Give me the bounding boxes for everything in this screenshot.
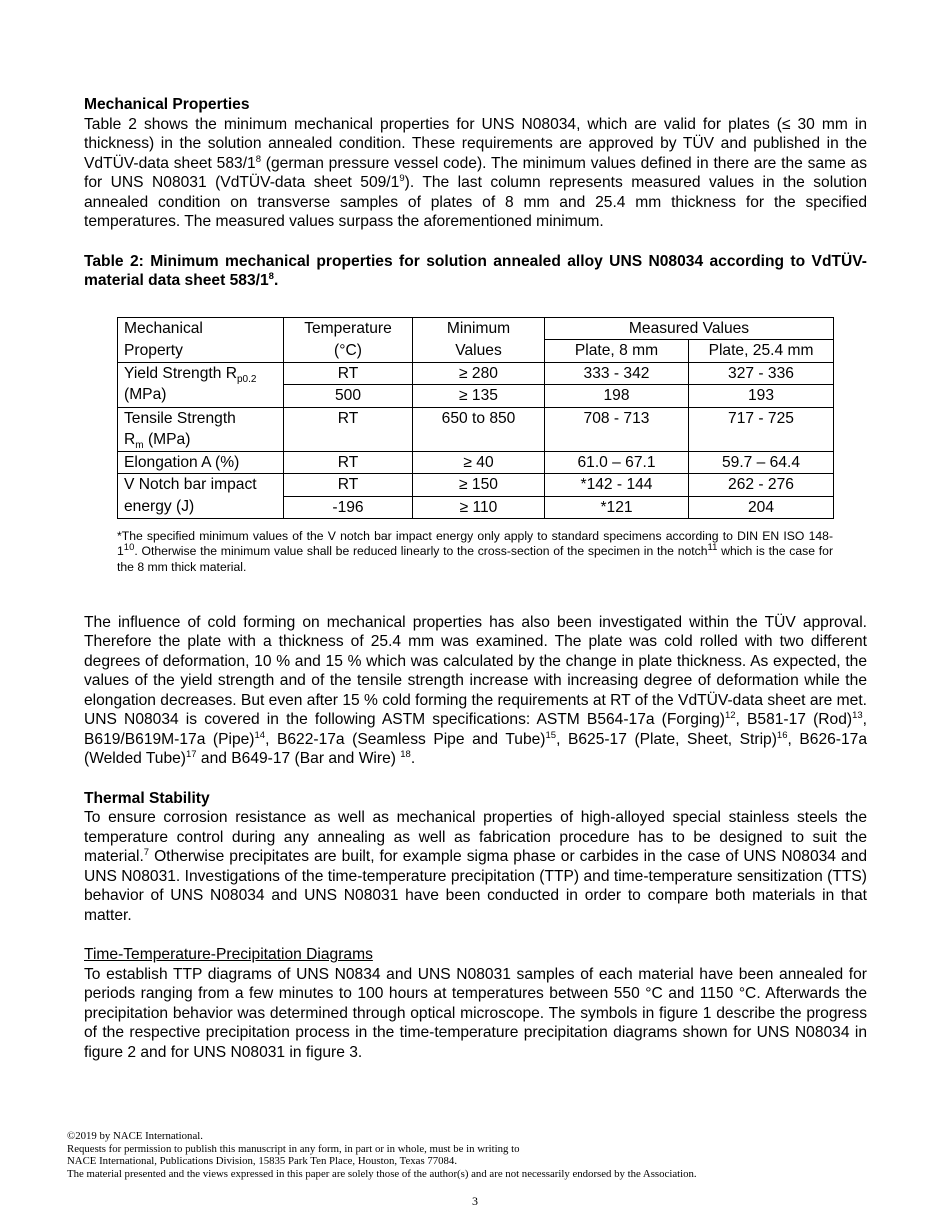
table-cell: ≥ 135 bbox=[413, 385, 545, 408]
subsection-heading-ttp-diagrams: Time-Temperature-Precipitation Diagrams bbox=[84, 946, 373, 964]
table-cell: RT bbox=[284, 362, 413, 385]
paragraph-ttp-diagrams: To establish TTP diagrams of UNS N0834 and UNS N08031 samples of each material have been annealed for periods ranging from a few minutes to 100 hours at temperatures between 550 °C and 1150 °C. Afterwards the precipitation behavior was determined through optical microscope. The symbols in figure 1 describe the progress of the respective precipitation process in the time-temperature precipitation diagrams shown for UNS N08034 in figure 2 and for UNS N08031 in figure 3. bbox=[84, 965, 867, 1061]
table-row bbox=[118, 451, 834, 474]
footer-line: ©2019 by NACE International. bbox=[67, 1130, 203, 1142]
header-property: Property bbox=[118, 340, 284, 363]
header-plate-8mm: Plate, 8 mm bbox=[545, 340, 689, 363]
table-header-row bbox=[118, 340, 834, 363]
row-label-elongation: Elongation A (%) bbox=[118, 451, 284, 474]
table-cell: 708 - 713 bbox=[545, 407, 689, 451]
footer-line: The material presented and the views expressed in this paper are solely those of the author(s) and are not necessarily endorsed by the Association. bbox=[67, 1167, 697, 1180]
reference-superscript: 9 bbox=[399, 172, 405, 184]
table-cell: 198 bbox=[545, 385, 689, 408]
table-footnote: *The specified minimum values of the V notch bar impact energy only apply to standard specimens according to DIN EN ISO $148-1^{10}$. Otherwise the minimum value shall be reduced linearly to the cross-section of the specimen in the notch$^{11}$ which is the case for the 8 mm thick material. bbox=[117, 529, 833, 574]
copyright-footer bbox=[67, 1130, 887, 1180]
table-cell: ≥ 280 bbox=[413, 362, 545, 385]
table-cell: RT bbox=[284, 451, 413, 474]
paragraph-thermal-stability: To ensure corrosion resistance as well as mechanical properties of high-alloyed special stainless steels the temperature control during any annealing as well as fabrication procedure has to be designed to suit the material.$^7$ Otherwise precipitates are built, for example sigma phase or carbides in the case of UNS N08034 and UNS N08031. Investigations of the time-temperature precipitation (TTP) and time-temperature sensitization (TTS) behavior of UNS N08034 and UNS N08031 have been conducted in order to compare both materials in that matter. bbox=[84, 809, 867, 924]
table-cell: *121 bbox=[545, 496, 689, 519]
row-label-yield-strength: Yield Strength $R_{p0.2}$ (MPa) bbox=[118, 362, 284, 407]
row-label-tensile-strength: Tensile Strength $R_m$ (MPa) bbox=[118, 407, 284, 451]
table-cell: ≥ 110 bbox=[413, 496, 545, 519]
table-cell: 327 - 336 bbox=[689, 362, 834, 385]
footer-line: Requests for permission to publish this manuscript in any form, in part or in whole, must be in writing to bbox=[67, 1142, 520, 1155]
reference-superscript: 7 bbox=[143, 847, 150, 859]
table-cell: 193 bbox=[689, 385, 834, 408]
paragraph-cold-forming: The influence of cold forming on mechanical properties has also been investigated within the TÜV approval. Therefore the plate with a thickness of 25.4 mm was examined. The plate was cold rolled with two different degrees of deformation, 10 % and 15 % which was calculated by the change in plate thickness. As expected, the values of the yield strength and of the tensile strength increase with increasing degree of deformation while the elongation decreases. But even after 15 % cold forming the requirements at RT of the VdTÜV-data sheet are met. UNS N08034 is covered in the following ASTM specifications: ASTM B564-17a (Forging)$^{12}$, B581-17 (Rod)$^{13}$, B619/B619M-17a (Pipe)$^{14}$, B622-17a (Seamless Pipe and Tube)$^{15}$, B625-17 (Plate, Sheet, Strip)$^{16}$, B626-17a (Welded Tube)$^{17}$ and B649-17 (Bar and Wire) $^{18}$. bbox=[84, 613, 868, 768]
table-cell: -196 bbox=[284, 496, 413, 519]
table-cell: 717 - 725 bbox=[689, 407, 834, 451]
reference-superscript: 10 bbox=[123, 542, 135, 554]
table-cell: 500 bbox=[284, 385, 413, 408]
page-body bbox=[84, 95, 867, 1062]
reference-superscript: 8 bbox=[268, 270, 274, 282]
table-cell: *142 - 144 bbox=[545, 474, 689, 497]
header-minimum: Minimum bbox=[413, 317, 545, 340]
table-cell: RT bbox=[284, 407, 413, 451]
table-cell: RT bbox=[284, 474, 413, 497]
row-label-impact-energy: V Notch bar impact energy (J) bbox=[118, 474, 284, 519]
table-cell: ≥ 150 bbox=[413, 474, 545, 497]
mechanical-properties-table bbox=[117, 317, 834, 520]
table-caption: Table 2: Minimum mechanical properties for solution annealed alloy UNS N08034 according to VdTÜV-material data sheet $583/1^8$. bbox=[84, 252, 867, 289]
paragraph-mechanical-properties: Table 2 shows the minimum mechanical properties for UNS N08034, which are valid for plates (≤ 30 mm in thickness) in the solution annealed condition. These requirements are approved by TÜV and published in the VdTÜV-data sheet $583/1^8$ (german pressure vessel code). The minimum values defined in there are the same as for UNS N08031 (VdTÜV-data sheet $509/1^9$). The last column represents measured values in the solution annealed condition on transverse samples of plates of 8 mm and 25.4 mm thickness for the specified temperatures. The measured values surpass the aforementioned minimum. bbox=[84, 115, 868, 230]
table-row bbox=[118, 407, 834, 451]
table-row bbox=[118, 474, 834, 497]
reference-superscript: 11 bbox=[707, 542, 718, 554]
header-temperature: Temperature bbox=[284, 317, 413, 340]
table-cell: 333 - 342 bbox=[545, 362, 689, 385]
reference-superscript: 8 bbox=[255, 153, 262, 165]
header-values: Values bbox=[413, 340, 545, 363]
table-row bbox=[118, 362, 834, 385]
header-mechanical: Mechanical bbox=[118, 317, 284, 340]
page-number: 3 bbox=[472, 1194, 478, 1208]
header-plate-25mm: Plate, 25.4 mm bbox=[689, 340, 834, 363]
table-cell: ≥ 40 bbox=[413, 451, 545, 474]
table-header-row bbox=[118, 317, 834, 340]
table-cell: 650 to 850 bbox=[413, 407, 545, 451]
header-temperature-unit: (°C) bbox=[284, 340, 413, 363]
table-cell: 61.0 – 67.1 bbox=[545, 451, 689, 474]
footer-line: NACE International, Publications Division, 15835 Park Ten Place, Houston, Texas 77084. bbox=[67, 1155, 458, 1168]
table-cell: 59.7 – 64.4 bbox=[689, 451, 834, 474]
table-cell: 204 bbox=[689, 496, 834, 519]
section-heading-thermal-stability: Thermal Stability bbox=[84, 789, 210, 807]
header-measured-values: Measured Values bbox=[545, 317, 834, 340]
table-container bbox=[117, 317, 833, 520]
table-cell: 262 - 276 bbox=[689, 474, 834, 497]
section-heading-mechanical-properties: Mechanical Properties bbox=[84, 96, 250, 113]
